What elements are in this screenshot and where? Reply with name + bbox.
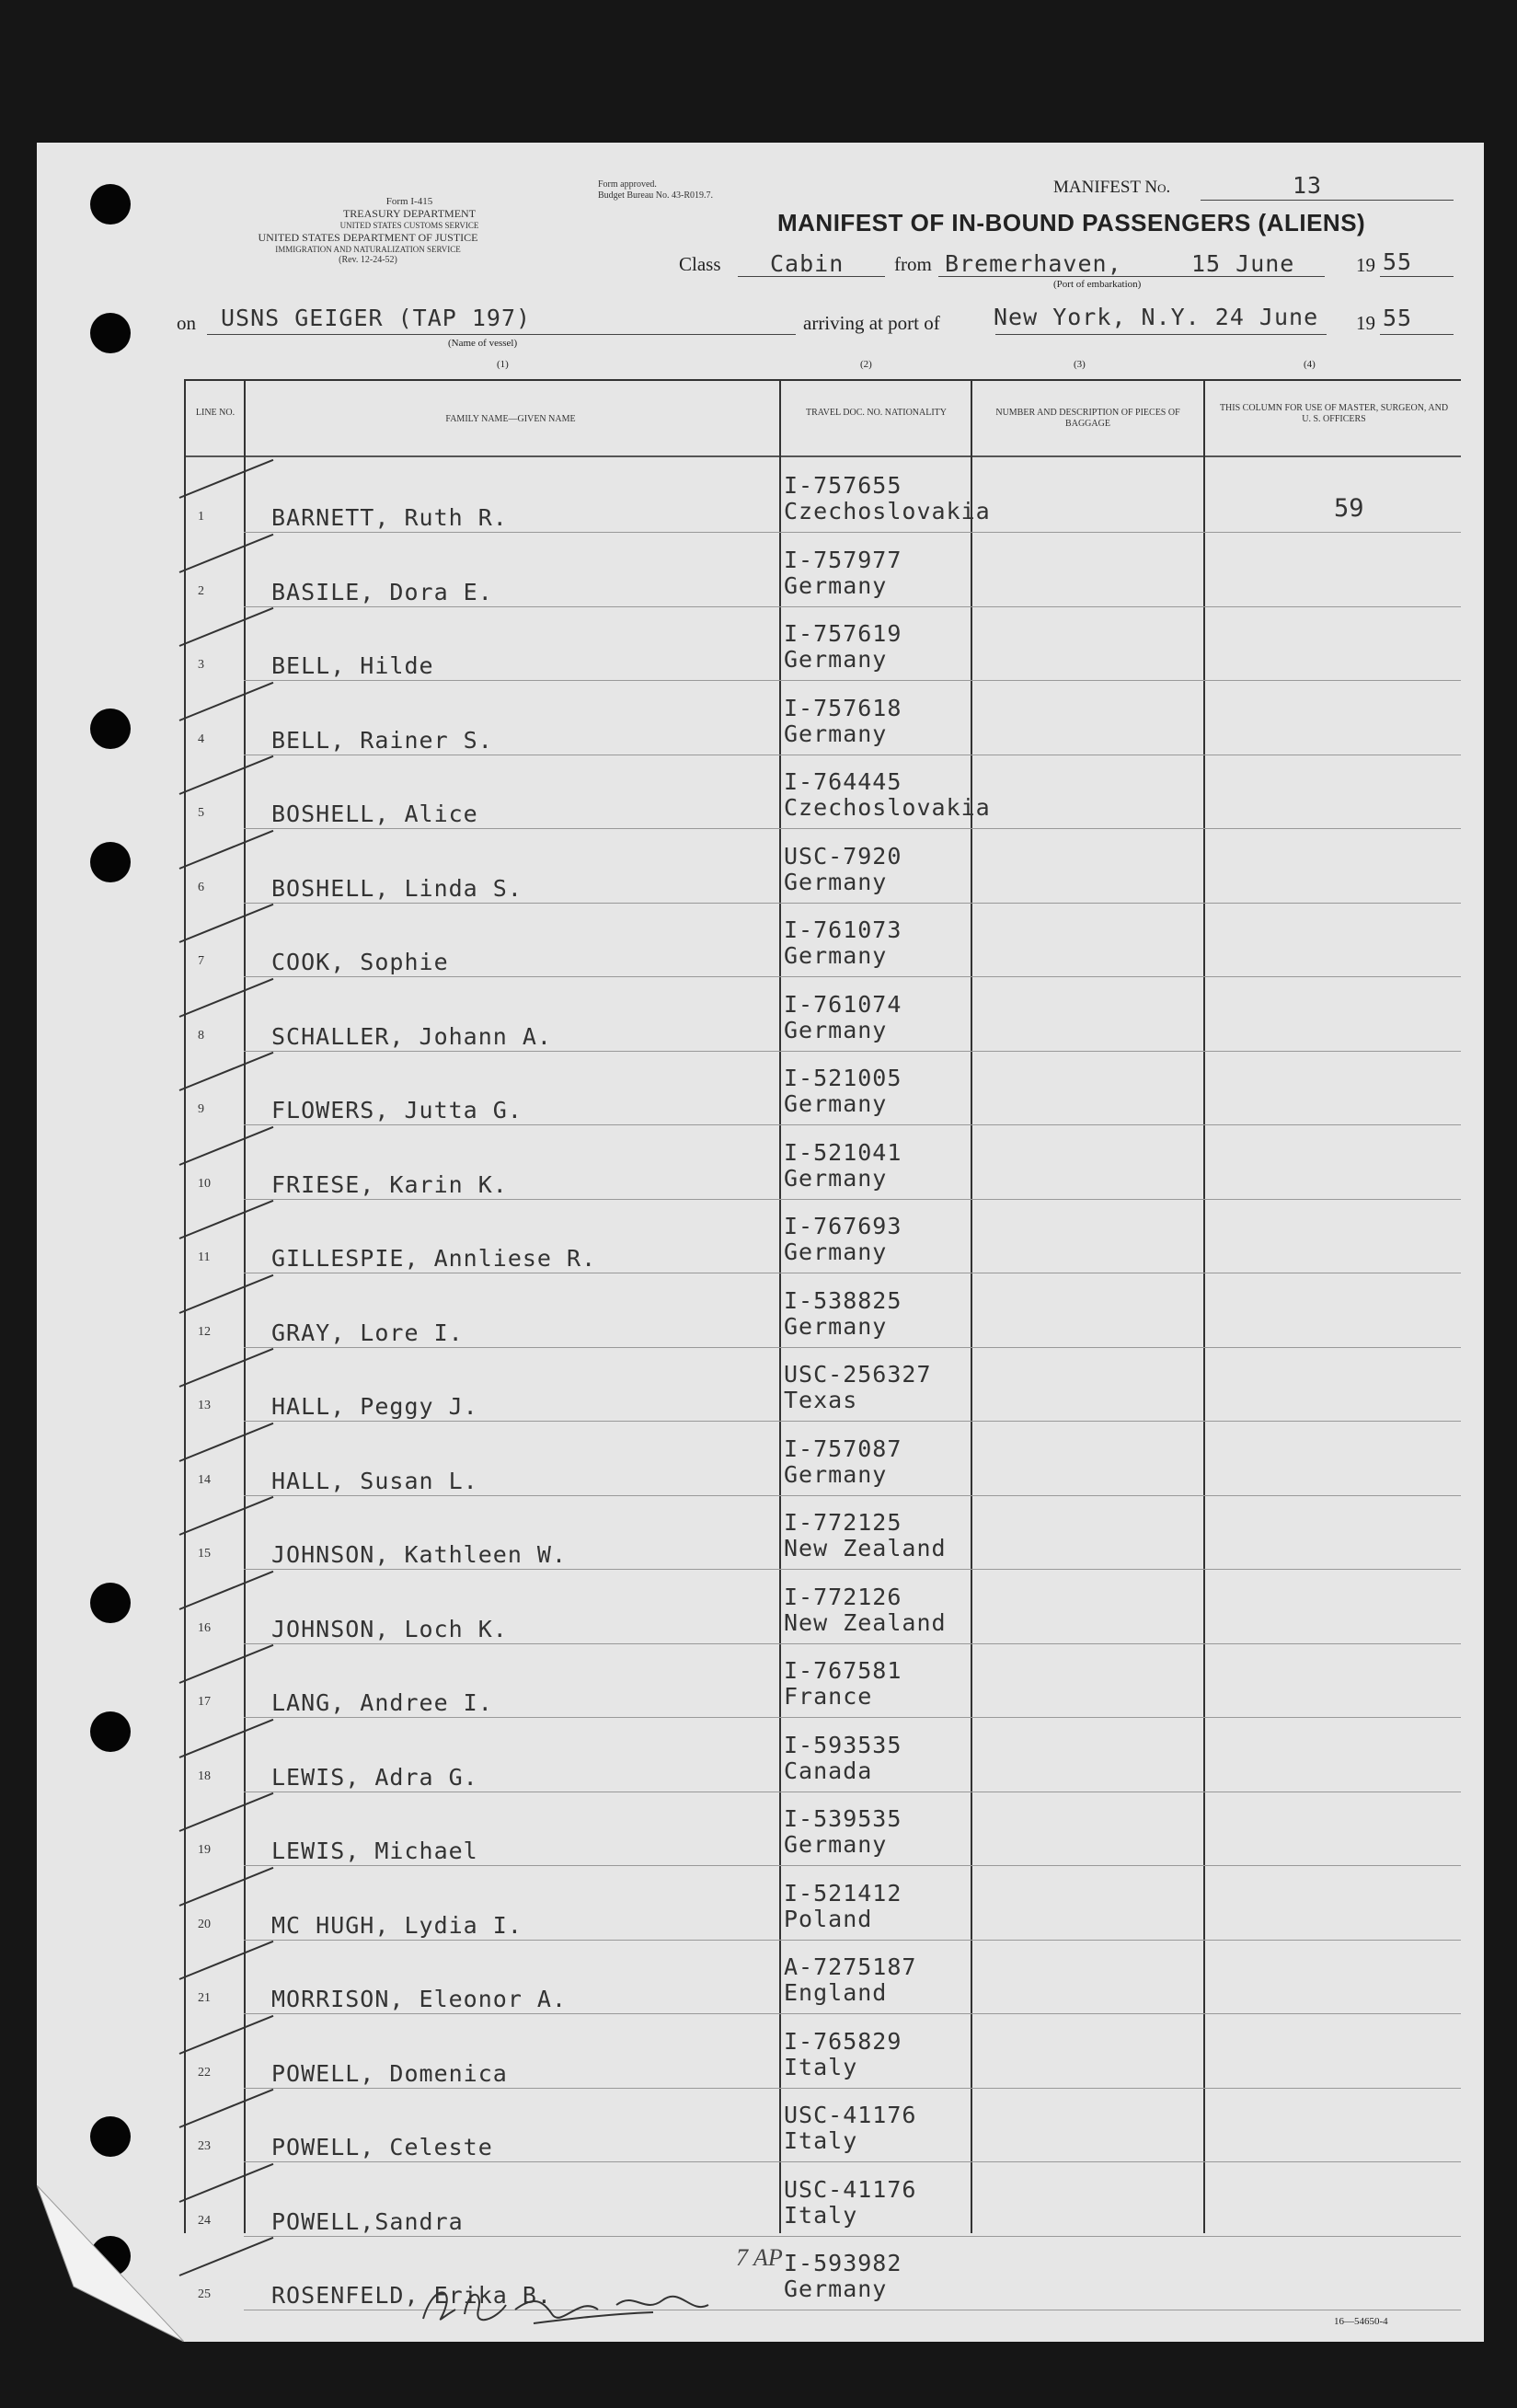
nationality: New Zealand — [784, 1535, 947, 1561]
table-row — [37, 979, 1484, 1053]
check-mark — [179, 1273, 274, 1313]
passenger-name: SCHALLER, Johann A. — [271, 1022, 552, 1050]
form-approved: Form approved. — [598, 179, 657, 190]
passenger-name: GRAY, Lore I. — [271, 1319, 464, 1346]
on-label: on — [177, 312, 196, 334]
nationality: Canada — [784, 1757, 873, 1784]
row-rule — [244, 1051, 1461, 1052]
passenger-name: MC HUGH, Lydia I. — [271, 1911, 523, 1939]
check-mark — [179, 977, 274, 1017]
arrival-year: 55 — [1383, 305, 1413, 331]
passenger-name: BOSHELL, Alice — [271, 801, 478, 827]
header-name: FAMILY NAME—GIVEN NAME — [445, 414, 576, 424]
table-row — [37, 2016, 1484, 2090]
row-rule — [244, 1569, 1461, 1570]
arrival-year-prefix: 19 — [1356, 312, 1375, 334]
line-number: 7 — [198, 954, 204, 968]
line-number: 25 — [198, 2287, 211, 2301]
row-rule — [244, 1495, 1461, 1496]
row-rule — [244, 1865, 1461, 1866]
passenger-name: LANG, Andree I. — [271, 1689, 493, 1716]
row-rule — [244, 903, 1461, 904]
row-rule — [244, 1421, 1461, 1422]
travel-doc-number: I-761074 — [784, 990, 902, 1018]
travel-doc-number: A-7275187 — [784, 1953, 917, 1980]
nationality: Germany — [784, 868, 888, 895]
table-row — [37, 1572, 1484, 1645]
row-rule — [244, 2236, 1461, 2237]
row-rule — [244, 1347, 1461, 1348]
travel-doc-number: I-765829 — [784, 2027, 902, 2055]
line-number: 12 — [198, 1324, 211, 1339]
line-number: 21 — [198, 1991, 211, 2005]
nationality: Germany — [784, 1016, 888, 1043]
travel-doc-number: I-757655 — [784, 472, 902, 499]
table-row — [37, 2164, 1484, 2238]
class-value: Cabin — [770, 250, 845, 277]
row-rule — [244, 828, 1461, 829]
check-mark — [179, 533, 274, 572]
passenger-name: POWELL,Sandra — [271, 2207, 464, 2235]
table-row — [37, 1793, 1484, 1867]
table-top-border — [184, 379, 1461, 381]
check-mark — [179, 1422, 274, 1461]
line-number: 2 — [198, 583, 204, 598]
check-mark — [179, 1866, 274, 1906]
nationality: Texas — [784, 1387, 858, 1413]
line-number: 13 — [198, 1399, 211, 1412]
check-mark — [179, 459, 274, 499]
check-mark — [179, 1496, 274, 1536]
passenger-name: GILLESPIE, Annliese R. — [271, 1245, 597, 1272]
travel-doc-number: I-521041 — [784, 1138, 902, 1166]
from-port: Bremerhaven, — [945, 250, 1122, 277]
passenger-name: BARNETT, Ruth R. — [271, 504, 508, 531]
line-number: 14 — [198, 1472, 211, 1487]
depart-year-underline — [1380, 276, 1454, 277]
table-row — [37, 1053, 1484, 1126]
dept-customs: UNITED STATES CUSTOMS SERVICE — [339, 221, 479, 230]
row-rule — [244, 532, 1461, 533]
nationality: Czechoslovakia — [784, 794, 991, 821]
manifest-sheet — [37, 143, 1484, 2342]
travel-doc-number: I-521005 — [784, 1065, 902, 1091]
check-mark — [179, 1200, 274, 1239]
vessel-underline — [207, 334, 796, 335]
passenger-name: BELL, Hilde — [271, 652, 434, 679]
line-number: 1 — [198, 510, 204, 524]
punch-hole — [90, 184, 131, 225]
check-mark — [179, 1570, 274, 1609]
check-mark — [179, 2089, 274, 2128]
travel-doc-number: USC-256327 — [784, 1361, 932, 1388]
nationality: France — [784, 1683, 873, 1710]
nationality: Poland — [784, 1905, 873, 1932]
officer-note: 59 — [1334, 494, 1364, 523]
check-mark — [179, 607, 274, 647]
header-line-no: LINE NO. — [195, 408, 236, 418]
check-mark — [179, 1125, 274, 1165]
table-row — [37, 1645, 1484, 1719]
line-number: 24 — [198, 2213, 211, 2228]
travel-doc-number: I-757977 — [784, 546, 902, 573]
class-label: Class — [679, 253, 721, 275]
budget-bureau: Budget Bureau No. 43-R019.7. — [598, 190, 713, 201]
nationality: Italy — [784, 2201, 858, 2229]
row-rule — [244, 1940, 1461, 1941]
check-mark — [179, 829, 274, 869]
row-rule — [244, 1717, 1461, 1718]
nationality: Germany — [784, 1090, 888, 1117]
table-row — [37, 1423, 1484, 1497]
col-num-1: (1) — [497, 359, 509, 370]
check-mark — [179, 2162, 274, 2202]
arrival-port-date: New York, N.Y. 24 June — [994, 304, 1319, 330]
line-number: 8 — [198, 1028, 204, 1043]
passenger-name: BOSHELL, Linda S. — [271, 874, 523, 902]
travel-doc-number: I-764445 — [784, 768, 902, 795]
depart-date: 15 June — [1191, 250, 1295, 277]
nationality: Czechoslovakia — [784, 498, 991, 524]
arrival-year-underline — [1380, 334, 1454, 335]
nationality: Germany — [784, 720, 888, 747]
form-number: Form I-415 — [385, 196, 433, 207]
check-mark — [179, 1718, 274, 1757]
table-row — [37, 1868, 1484, 1941]
row-rule — [244, 2013, 1461, 2014]
nationality: Germany — [784, 942, 888, 969]
nationality: Italy — [784, 2053, 858, 2080]
col-num-4: (4) — [1304, 359, 1316, 370]
passenger-name: POWELL, Celeste — [271, 2134, 493, 2160]
row-rule — [244, 1124, 1461, 1125]
from-label: from — [894, 253, 932, 275]
nationality: England — [784, 1979, 888, 2006]
check-mark — [179, 1941, 274, 1980]
table-row — [37, 1127, 1484, 1201]
table-row — [37, 2090, 1484, 2163]
check-mark — [179, 1052, 274, 1091]
nationality: Germany — [784, 1239, 888, 1265]
travel-doc-number: USC-7920 — [784, 842, 902, 870]
line-number: 5 — [198, 806, 204, 820]
nationality: Germany — [784, 1831, 888, 1858]
travel-doc-number: I-593982 — [784, 2250, 902, 2276]
passenger-name: HALL, Peggy J. — [271, 1393, 478, 1420]
travel-doc-number: I-767693 — [784, 1213, 902, 1239]
col-num-2: (2) — [860, 359, 872, 370]
travel-doc-number: USC-41176 — [784, 2102, 917, 2128]
travel-doc-number: I-767581 — [784, 1657, 902, 1684]
table-row — [37, 1275, 1484, 1349]
travel-doc-number: I-772125 — [784, 1509, 902, 1536]
passenger-name: LEWIS, Adra G. — [271, 1763, 478, 1791]
nationality: Germany — [784, 1164, 888, 1192]
row-rule — [244, 1199, 1461, 1200]
dept-treasury: TREASURY DEPARTMENT — [342, 207, 477, 220]
arriving-label: arriving at port of — [803, 312, 940, 334]
travel-doc-number: I-538825 — [784, 1286, 902, 1314]
line-number: 18 — [198, 1769, 211, 1783]
line-number: 6 — [198, 880, 204, 894]
travel-doc-number: I-521412 — [784, 1879, 902, 1907]
line-number: 10 — [198, 1176, 211, 1191]
dept-ins: IMMIGRATION AND NATURALIZATION SERVICE — [275, 245, 461, 254]
form-revision: (Rev. 12-24-52) — [339, 255, 397, 265]
passenger-name: BASILE, Dora E. — [271, 578, 493, 605]
nationality: Italy — [784, 2127, 858, 2154]
passenger-name: ROSENFELD, Erika B. — [271, 2282, 552, 2309]
punch-hole — [90, 313, 131, 353]
depart-year: 55 — [1383, 248, 1413, 275]
row-rule — [244, 2088, 1461, 2089]
margin-note: 7 AP — [736, 2244, 783, 2271]
manifest-title: MANIFEST OF IN-BOUND PASSENGERS (ALIENS) — [777, 209, 1366, 236]
header-bottom-border — [184, 455, 1461, 457]
table-row — [37, 831, 1484, 904]
line-number: 19 — [198, 1843, 211, 1857]
table-row — [37, 535, 1484, 608]
header-baggage: NUMBER AND DESCRIPTION OF PIECES OF BAGGAGE — [995, 408, 1180, 429]
table-row — [37, 1720, 1484, 1793]
table-row — [37, 1941, 1484, 2015]
nationality: Germany — [784, 1312, 888, 1340]
passenger-name: FRIESE, Karin K. — [271, 1170, 508, 1198]
passenger-name: JOHNSON, Kathleen W. — [271, 1541, 568, 1568]
inspector-signature — [414, 2277, 764, 2333]
check-mark — [179, 2014, 274, 2054]
line-number: 17 — [198, 1695, 211, 1709]
nationality: New Zealand — [784, 1608, 947, 1636]
nationality: Germany — [784, 571, 888, 599]
passenger-name: HALL, Susan L. — [271, 1467, 478, 1494]
travel-doc-number: I-772126 — [784, 1583, 902, 1610]
vessel-name: USNS GEIGER (TAP 197) — [221, 305, 532, 331]
travel-doc-number: I-757618 — [784, 694, 902, 721]
passenger-name: BELL, Rainer S. — [271, 726, 493, 754]
dept-justice: UNITED STATES DEPARTMENT OF JUSTICE — [258, 231, 478, 244]
travel-doc-number: I-539535 — [784, 1805, 902, 1832]
line-number: 20 — [198, 1917, 211, 1931]
travel-doc-number: I-761073 — [784, 916, 902, 943]
table-row — [37, 608, 1484, 682]
row-rule — [244, 680, 1461, 681]
port-caption: (Port of embarkation) — [1053, 279, 1142, 290]
passenger-name: MORRISON, Eleonor A. — [271, 1986, 568, 2012]
passenger-name: LEWIS, Michael — [271, 1838, 478, 1864]
line-number: 15 — [198, 1547, 211, 1561]
vessel-caption: (Name of vessel) — [448, 338, 518, 349]
depart-year-prefix: 19 — [1356, 254, 1375, 276]
header-officers: THIS COLUMN FOR USE OF MASTER, SURGEON, AND U. S. OFFICERS — [1219, 403, 1449, 424]
line-number: 16 — [198, 1620, 211, 1635]
table-row — [37, 1497, 1484, 1571]
line-number: 3 — [198, 658, 204, 672]
table-row — [37, 1201, 1484, 1274]
table-row — [37, 756, 1484, 830]
passenger-name: COOK, Sophie — [271, 949, 449, 975]
passenger-name: FLOWERS, Jutta G. — [271, 1097, 523, 1123]
row-rule — [244, 606, 1461, 607]
passenger-name: JOHNSON, Loch K. — [271, 1615, 508, 1642]
check-mark — [179, 1644, 274, 1684]
travel-doc-number: USC-41176 — [784, 2175, 917, 2203]
form-print-code: 16—54650-4 — [1334, 2316, 1388, 2327]
travel-doc-number: I-593535 — [784, 1731, 902, 1758]
line-number: 11 — [198, 1250, 211, 1264]
header-doc: TRAVEL DOC. NO. NATIONALITY — [805, 408, 948, 418]
check-mark — [179, 1792, 274, 1832]
check-mark — [179, 1348, 274, 1388]
nationality: Germany — [784, 646, 888, 673]
manifest-no-label: MANIFEST No. — [1053, 178, 1171, 197]
line-number: 22 — [198, 2065, 211, 2080]
arrival-underline — [995, 334, 1327, 335]
table-row — [37, 460, 1484, 534]
check-mark — [179, 681, 274, 720]
table-row — [37, 683, 1484, 756]
col-num-3: (3) — [1074, 359, 1086, 370]
row-rule — [244, 2161, 1461, 2162]
manifest-no-underline — [1201, 200, 1454, 201]
nationality: Germany — [784, 2276, 888, 2302]
row-rule — [244, 976, 1461, 977]
manifest-no-value: 13 — [1293, 172, 1323, 199]
passenger-name: POWELL, Domenica — [271, 2059, 508, 2087]
check-mark — [179, 755, 274, 795]
table-row — [37, 1349, 1484, 1423]
nationality: Germany — [784, 1460, 888, 1488]
travel-doc-number: I-757619 — [784, 620, 902, 647]
line-number: 9 — [198, 1102, 204, 1116]
line-number: 23 — [198, 2139, 211, 2153]
travel-doc-number: I-757087 — [784, 1434, 902, 1462]
check-mark — [179, 2237, 274, 2276]
line-number: 4 — [198, 732, 204, 746]
folded-corner — [37, 2185, 184, 2342]
check-mark — [179, 904, 274, 943]
table-row — [37, 904, 1484, 978]
row-rule — [244, 1643, 1461, 1644]
